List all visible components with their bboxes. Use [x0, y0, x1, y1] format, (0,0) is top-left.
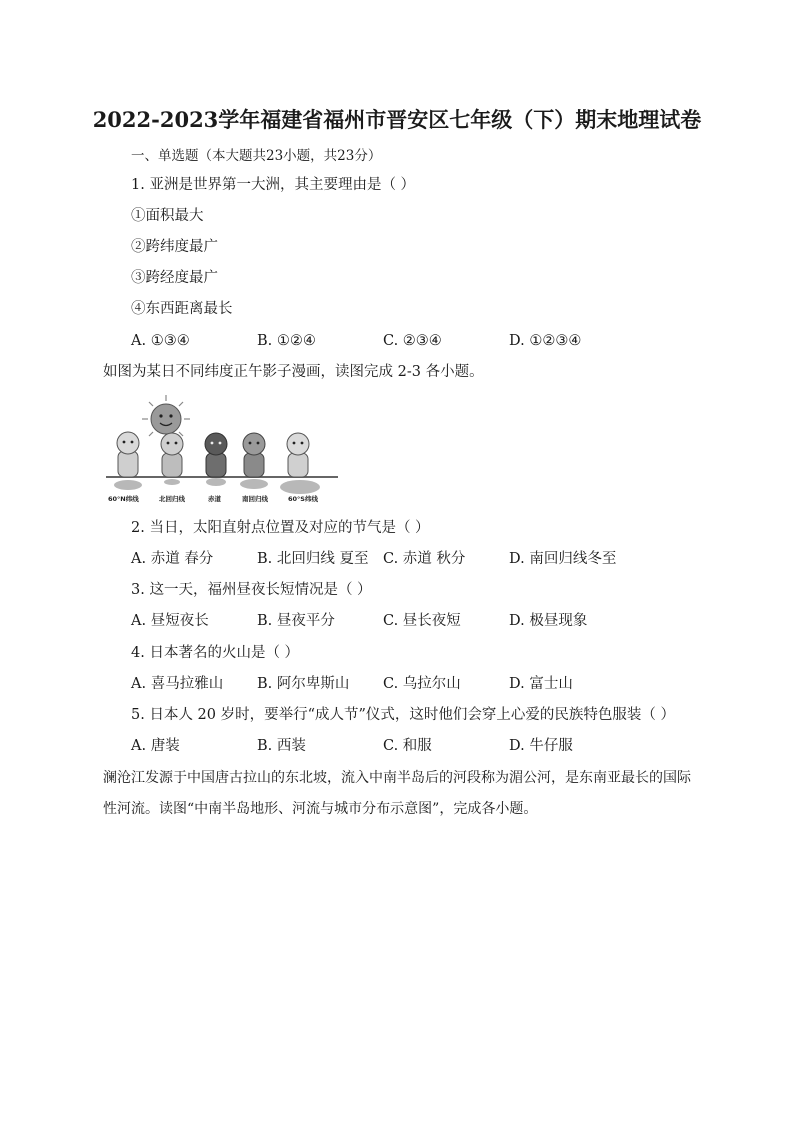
question-1-item-4: ④东西距离最长 — [131, 301, 233, 317]
question-3-option-a[interactable]: A. 昼短夜长 — [131, 613, 209, 629]
label-equator: 赤道 — [208, 495, 221, 503]
section-heading: 一、单选题（本大题共23小题，共23分） — [131, 148, 382, 164]
person-equator — [205, 433, 227, 477]
label-tropic-capricorn: 南回归线 — [242, 495, 268, 503]
question-2-option-b[interactable]: B. 北回归线 夏至 — [257, 551, 369, 567]
question-1-stem: 1. 亚洲是世界第一大洲，其主要理由是（ ） — [131, 177, 416, 193]
question-5-option-c[interactable]: C. 和服 — [383, 738, 432, 754]
intro-figure-shadow: 如图为某日不同纬度正午影子漫画，读图完成 2-3 各小题。 — [103, 364, 484, 380]
question-1-option-c[interactable]: C. ②③④ — [383, 333, 442, 349]
question-3-option-d[interactable]: D. 极昼现象 — [509, 613, 588, 629]
question-1-option-b[interactable]: B. ①②④ — [257, 333, 316, 349]
question-2-stem: 2. 当日，太阳直射点位置及对应的节气是（ ） — [131, 520, 430, 536]
question-1-item-3: ③跨经度最广 — [131, 270, 218, 286]
question-4-option-a[interactable]: A. 喜马拉雅山 — [131, 676, 224, 692]
question-5-stem: 5. 日本人 20 岁时，要举行“成人节”仪式，这时他们会穿上心爱的民族特色服装（ ） — [131, 707, 676, 723]
question-1-option-d[interactable]: D. ①②③④ — [509, 333, 582, 349]
question-2-option-c[interactable]: C. 赤道 秋分 — [383, 551, 466, 567]
question-4-stem: 4. 日本著名的火山是（ ） — [131, 645, 300, 661]
question-2-option-a[interactable]: A. 赤道 春分 — [131, 551, 214, 567]
label-60s: 60°S纬线 — [288, 495, 318, 503]
label-60n: 60°N纬线 — [108, 495, 139, 503]
question-5-option-b[interactable]: B. 西装 — [257, 738, 306, 754]
question-4-option-c[interactable]: C. 乌拉尔山 — [383, 676, 461, 692]
person-60s — [287, 433, 309, 477]
question-3-stem: 3. 这一天，福州昼夜长短情况是（ ） — [131, 582, 372, 598]
question-4-option-d[interactable]: D. 富士山 — [509, 676, 573, 692]
person-60n — [117, 432, 139, 477]
intro-mekong-line-2: 性河流。读图“中南半岛地形、河流与城市分布示意图”，完成各小题。 — [103, 801, 538, 817]
question-1-item-1: ①面积最大 — [131, 208, 204, 224]
question-5-option-d[interactable]: D. 牛仔服 — [509, 738, 573, 754]
label-tropic-cancer: 北回归线 — [159, 495, 185, 503]
question-5-option-a[interactable]: A. 唐装 — [131, 738, 180, 754]
question-4-option-b[interactable]: B. 阿尔卑斯山 — [257, 676, 350, 692]
exam-title: 2022-2023学年福建省福州市晋安区七年级（下）期末地理试卷 — [92, 107, 702, 132]
person-tropic-capricorn — [243, 433, 265, 477]
intro-mekong-line-1: 澜沧江发源于中国唐古拉山的东北坡，流入中南半岛后的河段称为湄公河，是东南亚最长的国际 — [103, 770, 691, 786]
question-3-option-b[interactable]: B. 昼夜平分 — [257, 613, 335, 629]
question-1-option-a[interactable]: A. ①③④ — [131, 333, 190, 349]
shadow-figure — [104, 393, 340, 505]
question-1-item-2: ②跨纬度最广 — [131, 239, 218, 255]
question-3-option-c[interactable]: C. 昼长夜短 — [383, 613, 461, 629]
shadow-illustration — [104, 393, 340, 505]
question-2-option-d[interactable]: D. 南回归线冬至 — [509, 551, 617, 567]
person-tropic-cancer — [161, 433, 183, 477]
